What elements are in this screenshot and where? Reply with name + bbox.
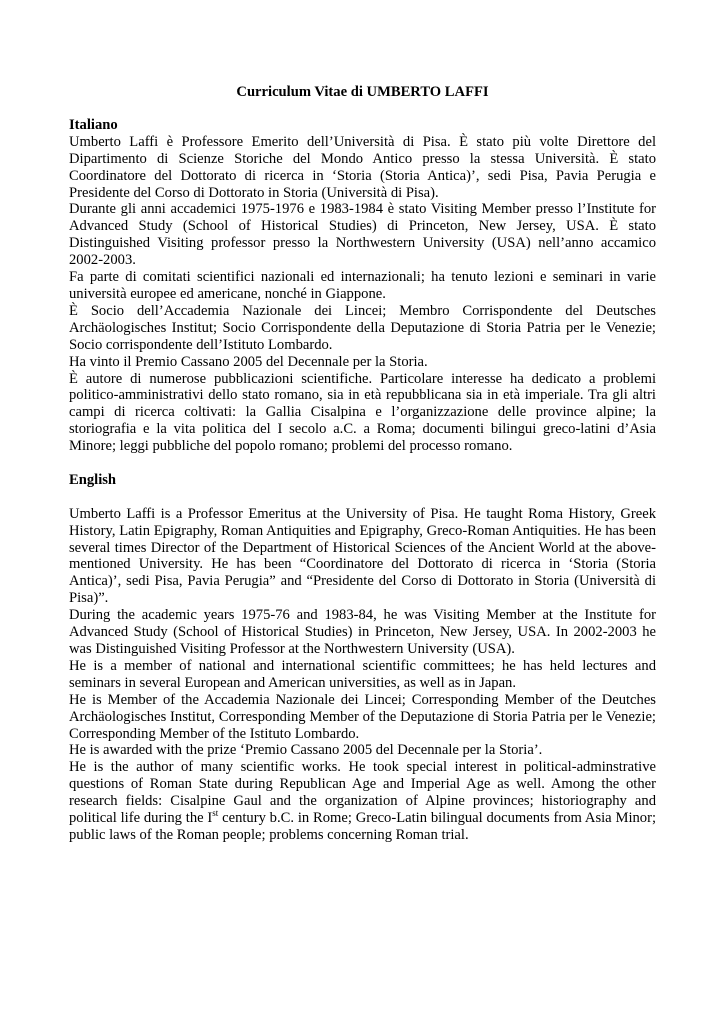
italian-paragraph: Fa parte di comitati scientifici nazionali ed internazionali; ha tenuto lezioni e seminari in varie università europee ed americane, nonché in Giappone. [69, 269, 656, 302]
ordinal-superscript: st [212, 808, 219, 819]
english-paragraph: He is a member of national and international scientific committees; he has held lectures and seminars in several European and American universities, as well as in Japan. [69, 657, 656, 691]
italian-paragraph: È Socio dell’Accademia Nazionale dei Lincei; Membro Corrispondente del Deutsches Archäologisches Institut; Socio Corrispondente della Deputazione di Storia Patria per le Venezie; Socio corrispondente dell’Istituto Lombardo. [69, 302, 656, 353]
english-heading: English [69, 471, 117, 488]
english-paragraph: Umberto Laffi is a Professor Emeritus at the University of Pisa. He taught Roma History, Greek History, Latin Epigraphy, Roman Antiquities and Epigraphy, Greco-Roman Antiquities. He has been several times Director of the Department of Historical Sciences of the Ancient World at the above-mentioned University. He has been “Coordinatore del Dottorato di ricerca in ‘Storia (Storia Antica)’, sedi Pisa, Pavia Perugia” and “Presidente del Corso di Dottorato in Storia (Università di Pisa)”. [69, 505, 656, 607]
paragraph-text: century b.C. in Rome; Greco-Latin bilingual documents from Asia Minor; public laws of the Roman people; problems concerning Roman trial. [69, 810, 657, 843]
paragraph-text: He is the author of many scientific works. He took special interest in political-adminstrative questions of Roman State during Republican Age and Imperial Age as well. Among the other research fields: Cisalpine Gaul and the organization of Alpine provinces; historiography and political life during the I [69, 759, 656, 827]
italian-paragraph: È autore di numerose pubblicazioni scientifiche. Particolare interesse ha dedicato a problemi politico-amministrativi dello stato romano, sia in età repubblicana sia in età imperiale. Tra gli altri campi di ricerca coltivati: la Gallia Cisalpina e l’organizzazione delle province alpine; la storiografia e la vita politica del I secolo a.C. a Roma; documenti bilingui greco-latini d’Asia Minore; leggi pubbliche del popolo romano; problemi del processo romano. [69, 370, 656, 455]
italian-paragraph: Durante gli anni accademici 1975-1976 e 1983-1984 è stato Visiting Member presso l’Institute for Advanced Study (School of Historical Studies) di Princeton, New Jersey, USA. È stato Distinguished Visiting professor presso la Northwestern University (USA) nell’anno accamico 2002-2003. [69, 201, 656, 269]
english-paragraph: He is awarded with the prize ‘Premio Cassano 2005 del Decennale per la Storia’. [69, 742, 543, 759]
cv-document [69, 84, 656, 844]
section-spacer [69, 489, 656, 506]
english-paragraph: During the academic years 1975-76 and 1983-84, he was Visiting Member at the Institute for Advanced Study (School of Historical Studies) in Princeton, New Jersey, USA. In 2002-2003 he was Distinguished Visiting Professor at the Northwestern University (USA). [69, 607, 656, 657]
italian-paragraph: Umberto Laffi è Professore Emerito dell’Università di Pisa. È stato più volte Direttore del Dipartimento di Scienze Storiche del Mondo Antico presso la stessa Università. È stato Coordinatore del Dottorato di ricerca in ‘Storia (Storia Antica)’, sedi Pisa, Pavia Perugia e Presidente del Corso di Dottorato in Storia (Università di Pisa). [69, 133, 656, 201]
italian-heading: Italiano [69, 116, 118, 133]
english-paragraph: He is Member of the Accademia Nazionale dei Lincei; Corresponding Member of the Deutches Archäologisches Institut, Corresponding Member of the Deputazione di Storia Patria per le Venezie; Corresponding Member of the Istituto Lombardo. [69, 691, 656, 742]
document-title: Curriculum Vitae di UMBERTO LAFFI [236, 84, 489, 100]
english-paragraph-last [69, 759, 656, 844]
italian-paragraph: Ha vinto il Premio Cassano 2005 del Decennale per la Storia. [69, 353, 428, 370]
section-spacer [69, 455, 656, 472]
